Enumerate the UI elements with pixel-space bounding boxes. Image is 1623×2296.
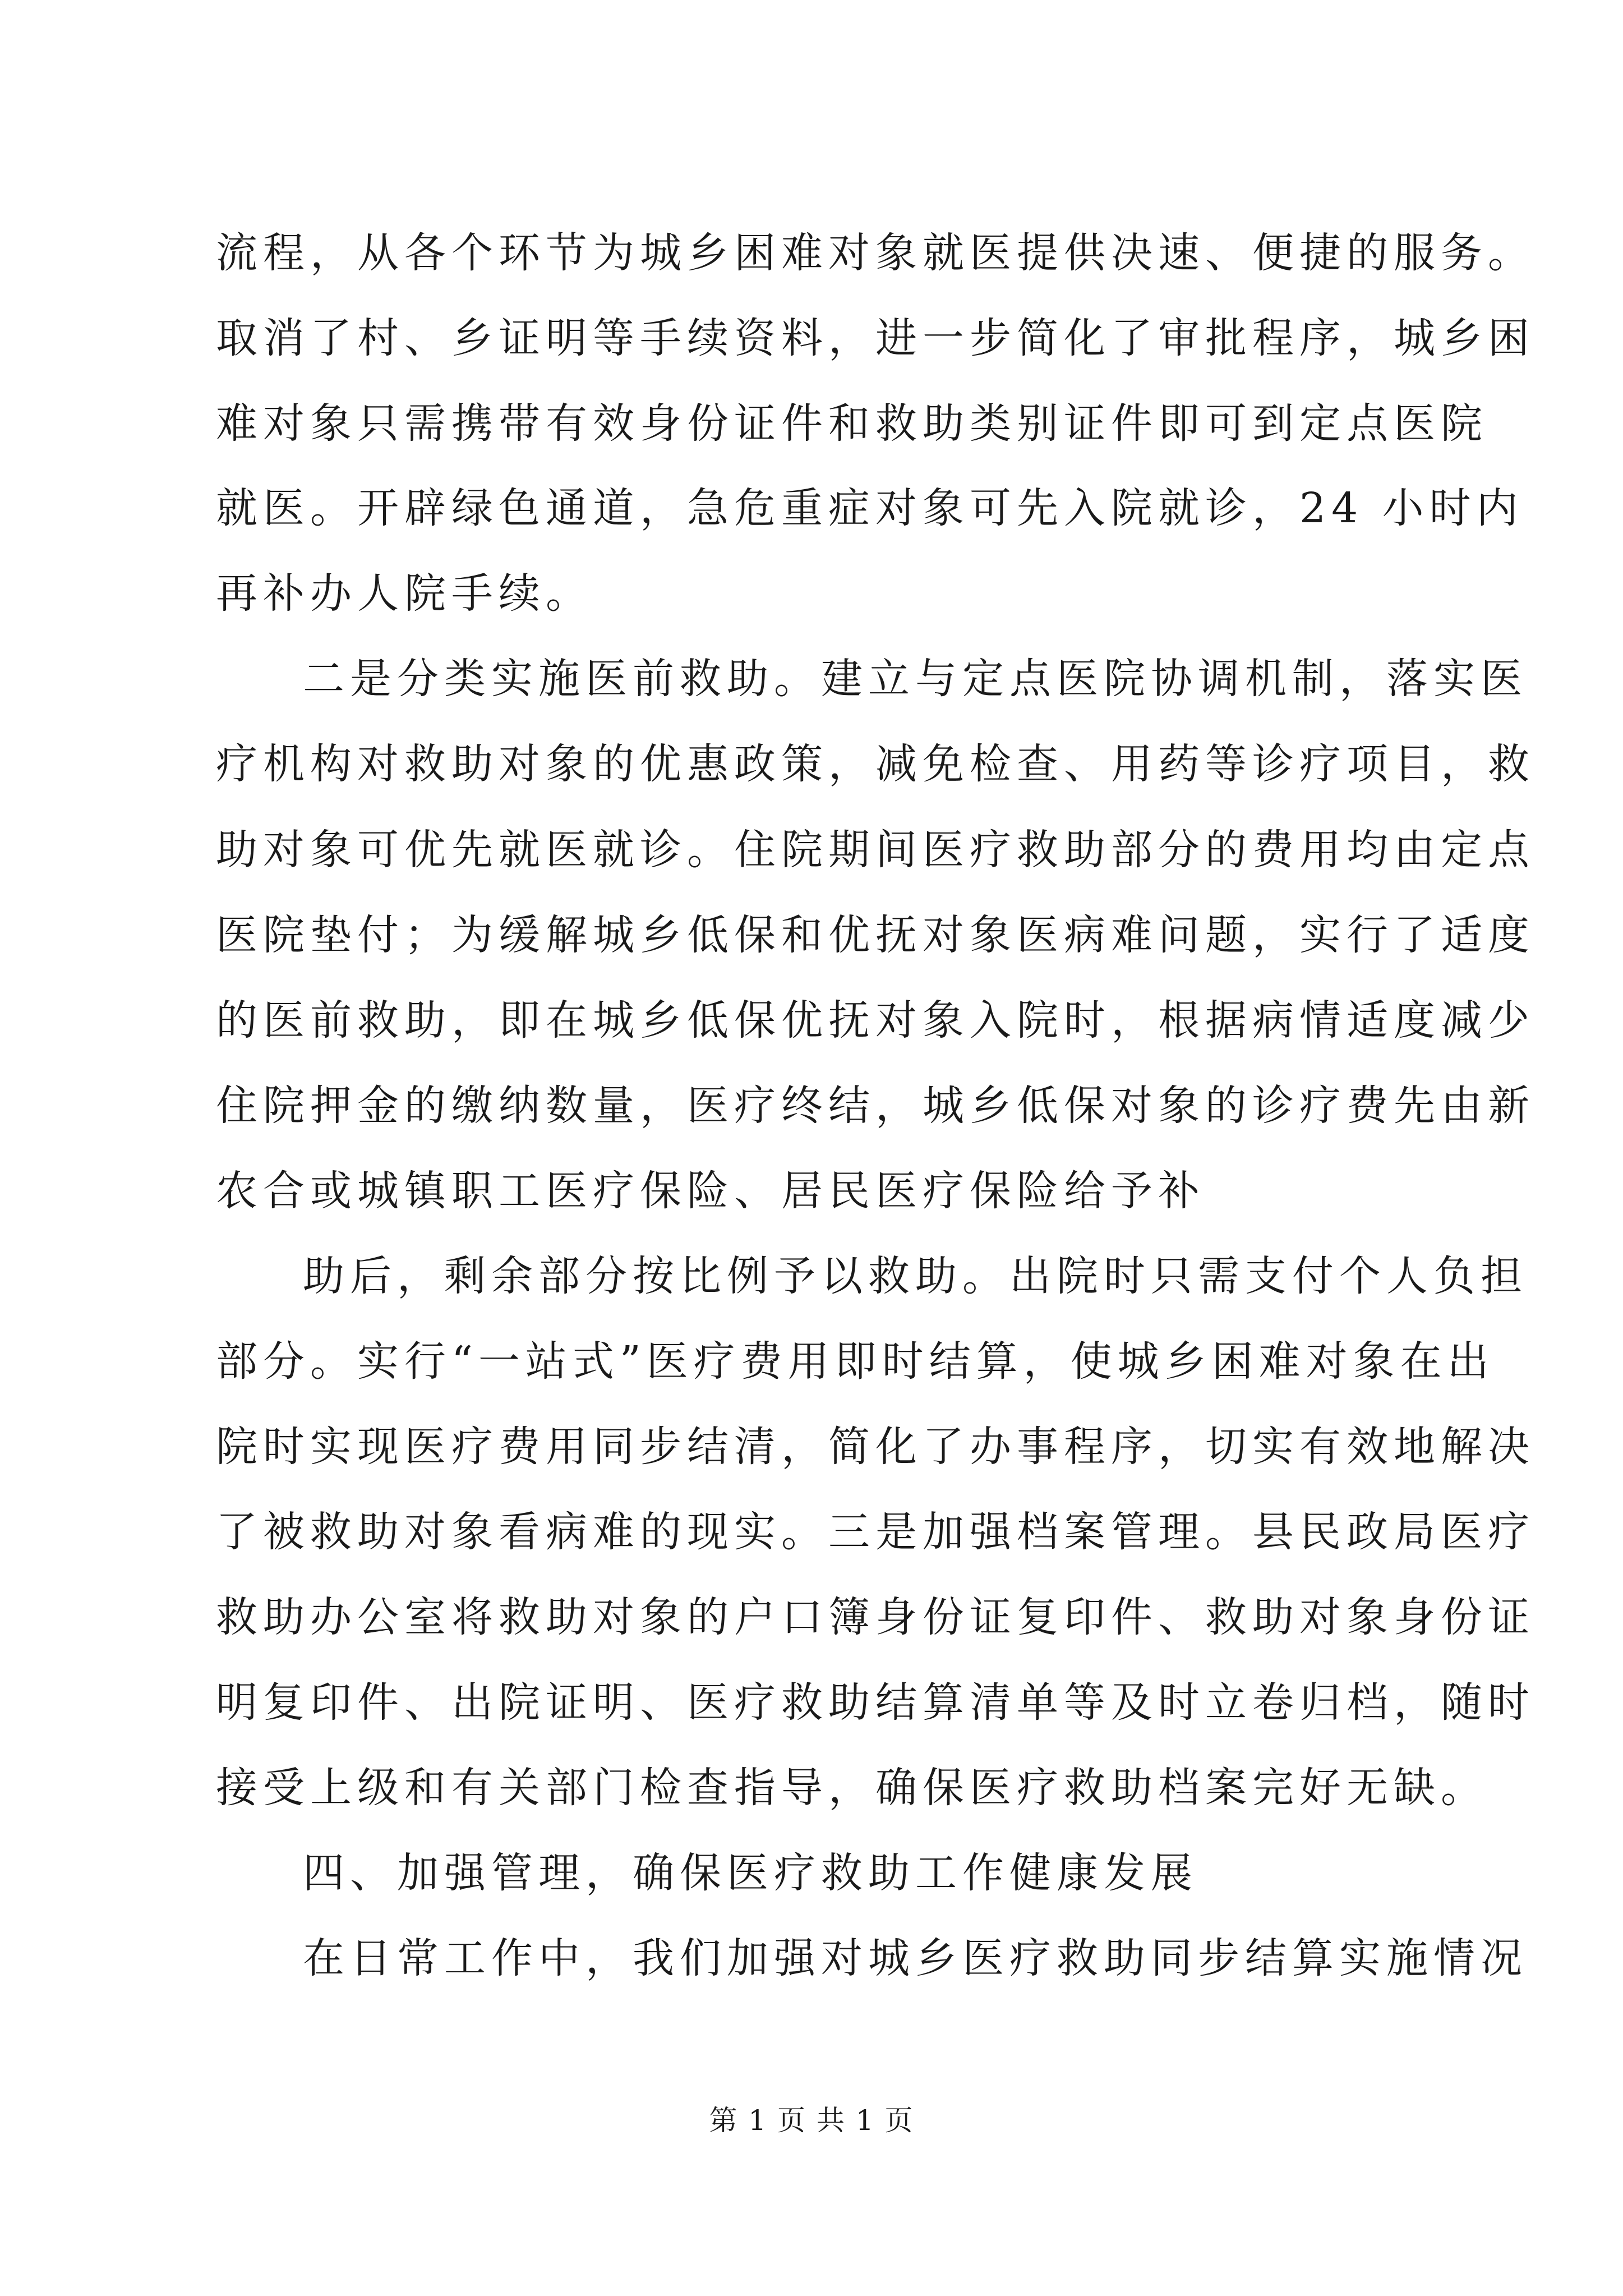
body-line-7: 疗机构对救助对象的优惠政策，减免检查、用药等诊疗项目，救 — [216, 740, 1535, 788]
body-line-8: 助对象可优先就医就诊。住院期间医疗救助部分的费用均由定点 — [216, 826, 1535, 874]
body-line-12: 农合或城镇职工医疗保险、居民医疗保险给予补 — [216, 1167, 1205, 1215]
paragraph-start-line: 在日常工作中，我们加强对城乡医疗救助同步结算实施情况 — [303, 1934, 1528, 1982]
paragraph-start-line: 二是分类实施医前救助。建立与定点医院协调机制，落实医 — [303, 655, 1528, 703]
section-heading: 四、加强管理，确保医疗救助工作健康发展 — [303, 1849, 1198, 1897]
body-line-19: 接受上级和有关部门检查指导，确保医疗救助档案完好无缺。 — [216, 1764, 1488, 1812]
body-line-17: 救助办公室将救助对象的户口簿身份证复印件、救助对象身份证 — [216, 1593, 1535, 1641]
body-line-16: 了被救助对象看病难的现实。三是加强档案管理。县民政局医疗 — [216, 1508, 1535, 1556]
body-line-15: 院时实现医疗费用同步结清，简化了办事程序，切实有效地解决 — [216, 1423, 1535, 1471]
body-line-5: 再补办人院手续。 — [216, 569, 593, 618]
body-line-18: 明复印件、出院证明、医疗救助结算清单等及时立卷归档，随时 — [216, 1678, 1535, 1727]
paragraph-start-line: 助后，剩余部分按比例予以救助。出院时只需支付个人负担 — [303, 1252, 1528, 1300]
body-line-4: 就医。开辟绿色通道，急危重症对象可先入院就诊，24 小时内 — [216, 484, 1524, 532]
body-line-14: 部分。实行“一站式”医疗费用即时结算，使城乡困难对象在出 — [216, 1337, 1495, 1386]
body-line-2: 取消了村、乡证明等手续资料，进一步简化了审批程序，城乡困 — [216, 314, 1535, 362]
body-line-11: 住院押金的缴纳数量，医疗终结，城乡低保对象的诊疗费先由新 — [216, 1082, 1535, 1130]
page-number-footer: 第 1 页 共 1 页 — [709, 2104, 914, 2137]
body-line-1: 流程，从各个环节为城乡困难对象就医提供决速、便捷的服务。 — [216, 229, 1535, 277]
body-line-3: 难对象只需携带有效身份证件和救助类别证件即可到定点医院 — [216, 399, 1488, 448]
body-line-9: 医院垫付；为缓解城乡低保和优抚对象医病难问题，实行了适度 — [216, 911, 1535, 959]
body-line-10: 的医前救助，即在城乡低保优抚对象入院时，根据病情适度减少 — [216, 996, 1535, 1045]
